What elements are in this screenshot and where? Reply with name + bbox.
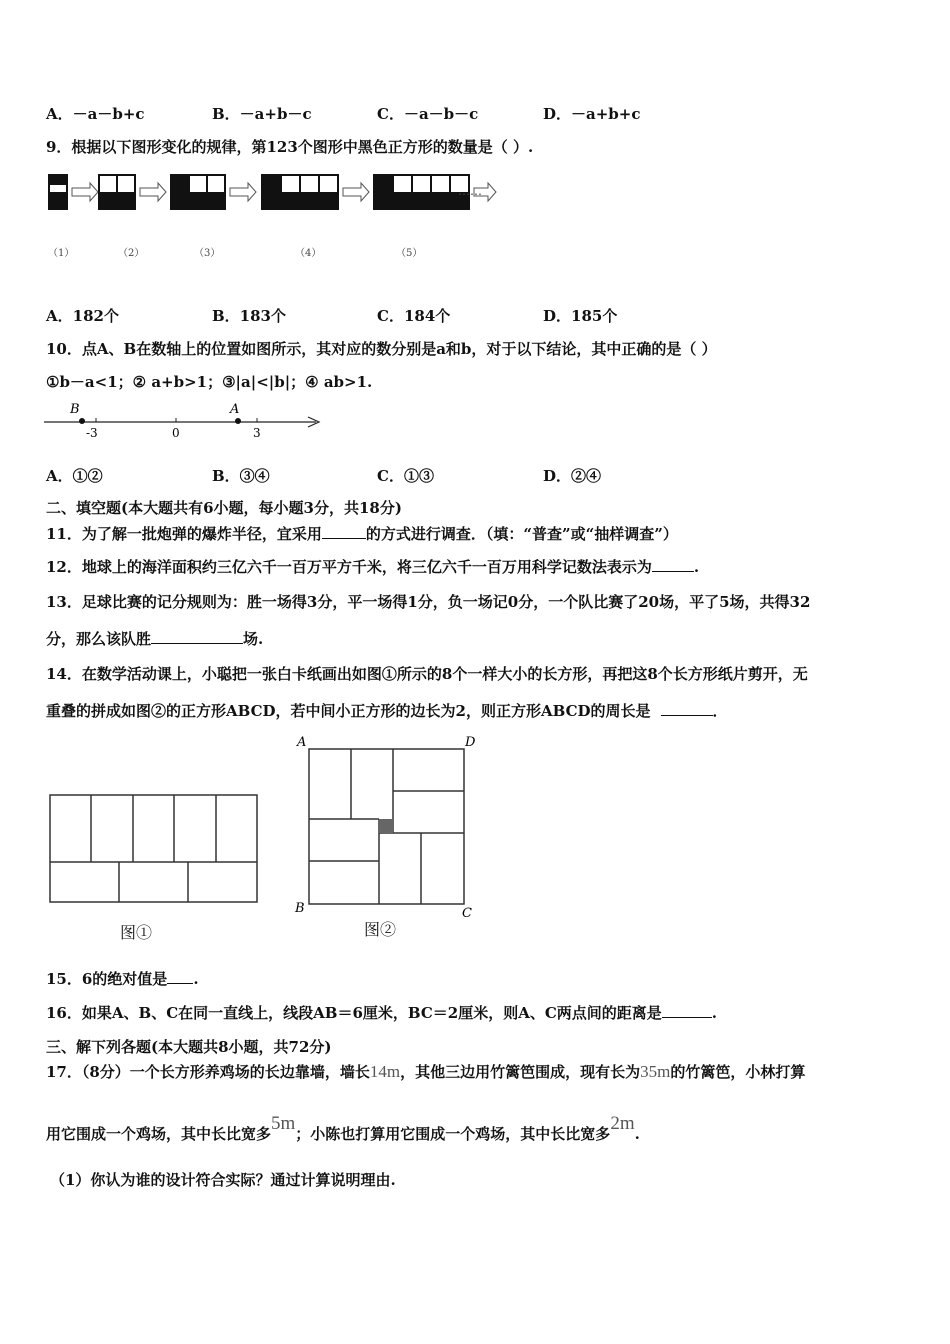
q14-blank <box>661 701 713 716</box>
q8-option-d: D．－a+b+c <box>543 105 641 123</box>
q9-stem: 9．根据以下图形变化的规律，第123个图形中黑色正方形的数量是（ ）. <box>46 138 534 156</box>
arrow-1 <box>72 183 98 201</box>
q17-text-2: ，其他三边用竹篱笆围成，现有长为 <box>400 1063 641 1081</box>
q9-option-d: D．185个 <box>543 307 618 325</box>
q16-pre: 16．如果A、B、C在同一直线上，线段AB＝6厘米，BC＝2厘米，则A、C两点间的距离是 <box>46 1004 662 1022</box>
q10-option-a: A．①② <box>46 467 103 485</box>
q9-label-4: （4） <box>295 248 322 259</box>
q9-ellipsis: …… <box>458 184 482 198</box>
arrow-2 <box>140 183 166 201</box>
figure-2-square <box>292 732 482 922</box>
q17-diff-chen: 2m <box>610 1113 635 1134</box>
q9-label-3: （3） <box>194 248 221 259</box>
q17-diff-lin: 5m <box>271 1113 296 1134</box>
q17-text-1: 17．（8分）一个长方形养鸡场的长边靠墙，墙长 <box>46 1063 370 1081</box>
tick-label-neg3: -3 <box>86 426 98 440</box>
q17-line2 <box>46 1113 640 1144</box>
q17-text-4: 用它围成一个鸡场，其中长比宽多 <box>46 1125 272 1143</box>
q14-line2 <box>46 701 728 721</box>
q8-option-c: C．－a－b－c <box>377 105 479 123</box>
q11-post: 的方式进行调查．（填：“普查”或“抽样调查”） <box>365 525 678 543</box>
q12 <box>46 557 699 577</box>
q8-option-a: A．－a－b+c <box>46 105 145 123</box>
section-3-heading: 三、解下列各题(本大题共8小题，共72分) <box>46 1038 332 1056</box>
q10-conditions: ①b－a<1；② a+b>1；③|a|<|b|；④ ab>1. <box>46 373 373 391</box>
center-small-square <box>379 819 393 833</box>
q15-post: . <box>193 970 199 988</box>
q13-pre: 分，那么该队胜 <box>46 630 152 648</box>
corner-a: A <box>297 735 307 750</box>
corner-d: D <box>465 735 476 750</box>
q14-pre: 重叠的拼成如图②的正方形ABCD，若中间小正方形的边长为2，则正方形ABCD的周长是 <box>46 702 651 720</box>
q14-post: ． <box>712 702 728 720</box>
q17-text-5: ；小陈也打算用它围成一个鸡场，其中长比宽多 <box>295 1125 611 1143</box>
point-a-label: A <box>230 402 240 417</box>
q17-wall-length: 14m <box>369 1062 401 1081</box>
tick-label-3: 3 <box>253 426 261 440</box>
q13-line2 <box>46 629 263 649</box>
corner-c: C <box>462 906 472 921</box>
q17-text-3: 的竹篱笆，小林打算 <box>670 1063 806 1081</box>
q13-line1: 13．足球比赛的记分规则为：胜一场得3分，平一场得1分，负一场记0分，一个队比赛了20场，平了5场，共得32 <box>46 593 811 611</box>
figure-1-rectangles <box>48 793 260 905</box>
arrow-4 <box>343 183 369 201</box>
point-b-dot <box>79 418 85 424</box>
q15-pre: 15．6的绝对值是 <box>46 970 168 988</box>
q13-blank <box>151 629 243 644</box>
q12-post: . <box>693 558 700 576</box>
arrow-3 <box>230 183 256 201</box>
q9-label-2: （2） <box>118 248 145 259</box>
q14-line1: 14．在数学活动课上，小聪把一张白卡纸画出如图①所示的8个一样大小的长方形，再把这8个长方形纸片剪开，无 <box>46 665 808 683</box>
q8-option-b: B．－a+b－c <box>212 105 312 123</box>
point-b-label: B <box>70 402 80 417</box>
q10-option-d: D．②④ <box>543 467 602 485</box>
q10-stem: 10．点A、B在数轴上的位置如图所示，其对应的数分别是a和b，对于以下结论，其中正确的是（ ） <box>46 340 717 358</box>
corner-b: B <box>295 901 305 916</box>
q11-blank <box>322 524 366 539</box>
q9-label-5: （5） <box>396 248 423 259</box>
q13-post: 场. <box>243 630 264 648</box>
q17-fence-length: 35m <box>640 1062 671 1081</box>
q15 <box>46 969 199 989</box>
figure-2-caption: 图② <box>364 920 397 939</box>
q17-text-6: . <box>634 1125 640 1143</box>
q12-pre: 12．地球上的海洋面积约三亿六千一百万平方千米，将三亿六千一百万用科学记数法表示为 <box>46 558 652 576</box>
q9-option-a: A．182个 <box>46 307 119 325</box>
q16-blank <box>662 1003 712 1018</box>
pattern-4 <box>262 175 338 209</box>
point-a-dot <box>235 418 241 424</box>
q10-option-c: C．①③ <box>377 467 434 485</box>
figure-1-caption: 图① <box>120 923 153 942</box>
q15-blank <box>167 969 193 984</box>
pattern-5 <box>374 175 469 209</box>
q9-label-1: （1） <box>48 248 75 259</box>
q16-post: . <box>711 1004 718 1022</box>
q17-line1 <box>46 1062 805 1082</box>
section-2-heading: 二、填空题(本大题共有6小题，每小题3分，共18分) <box>46 499 402 517</box>
tick-label-0: 0 <box>172 426 180 440</box>
q12-blank <box>652 557 694 572</box>
q11-pre: 11．为了解一批炮弹的爆炸半径，宜采用 <box>46 525 322 543</box>
q9-option-c: C．184个 <box>377 307 451 325</box>
q17-sub1: （1）你认为谁的设计符合实际？通过计算说明理由. <box>50 1171 396 1189</box>
q9-option-b: B．183个 <box>212 307 286 325</box>
q16 <box>46 1003 717 1023</box>
pattern-3 <box>171 175 225 209</box>
number-line <box>40 398 330 443</box>
pattern-1 <box>49 175 67 209</box>
q11 <box>46 524 678 544</box>
pattern-2 <box>99 175 135 209</box>
q10-option-b: B．③④ <box>212 467 270 485</box>
